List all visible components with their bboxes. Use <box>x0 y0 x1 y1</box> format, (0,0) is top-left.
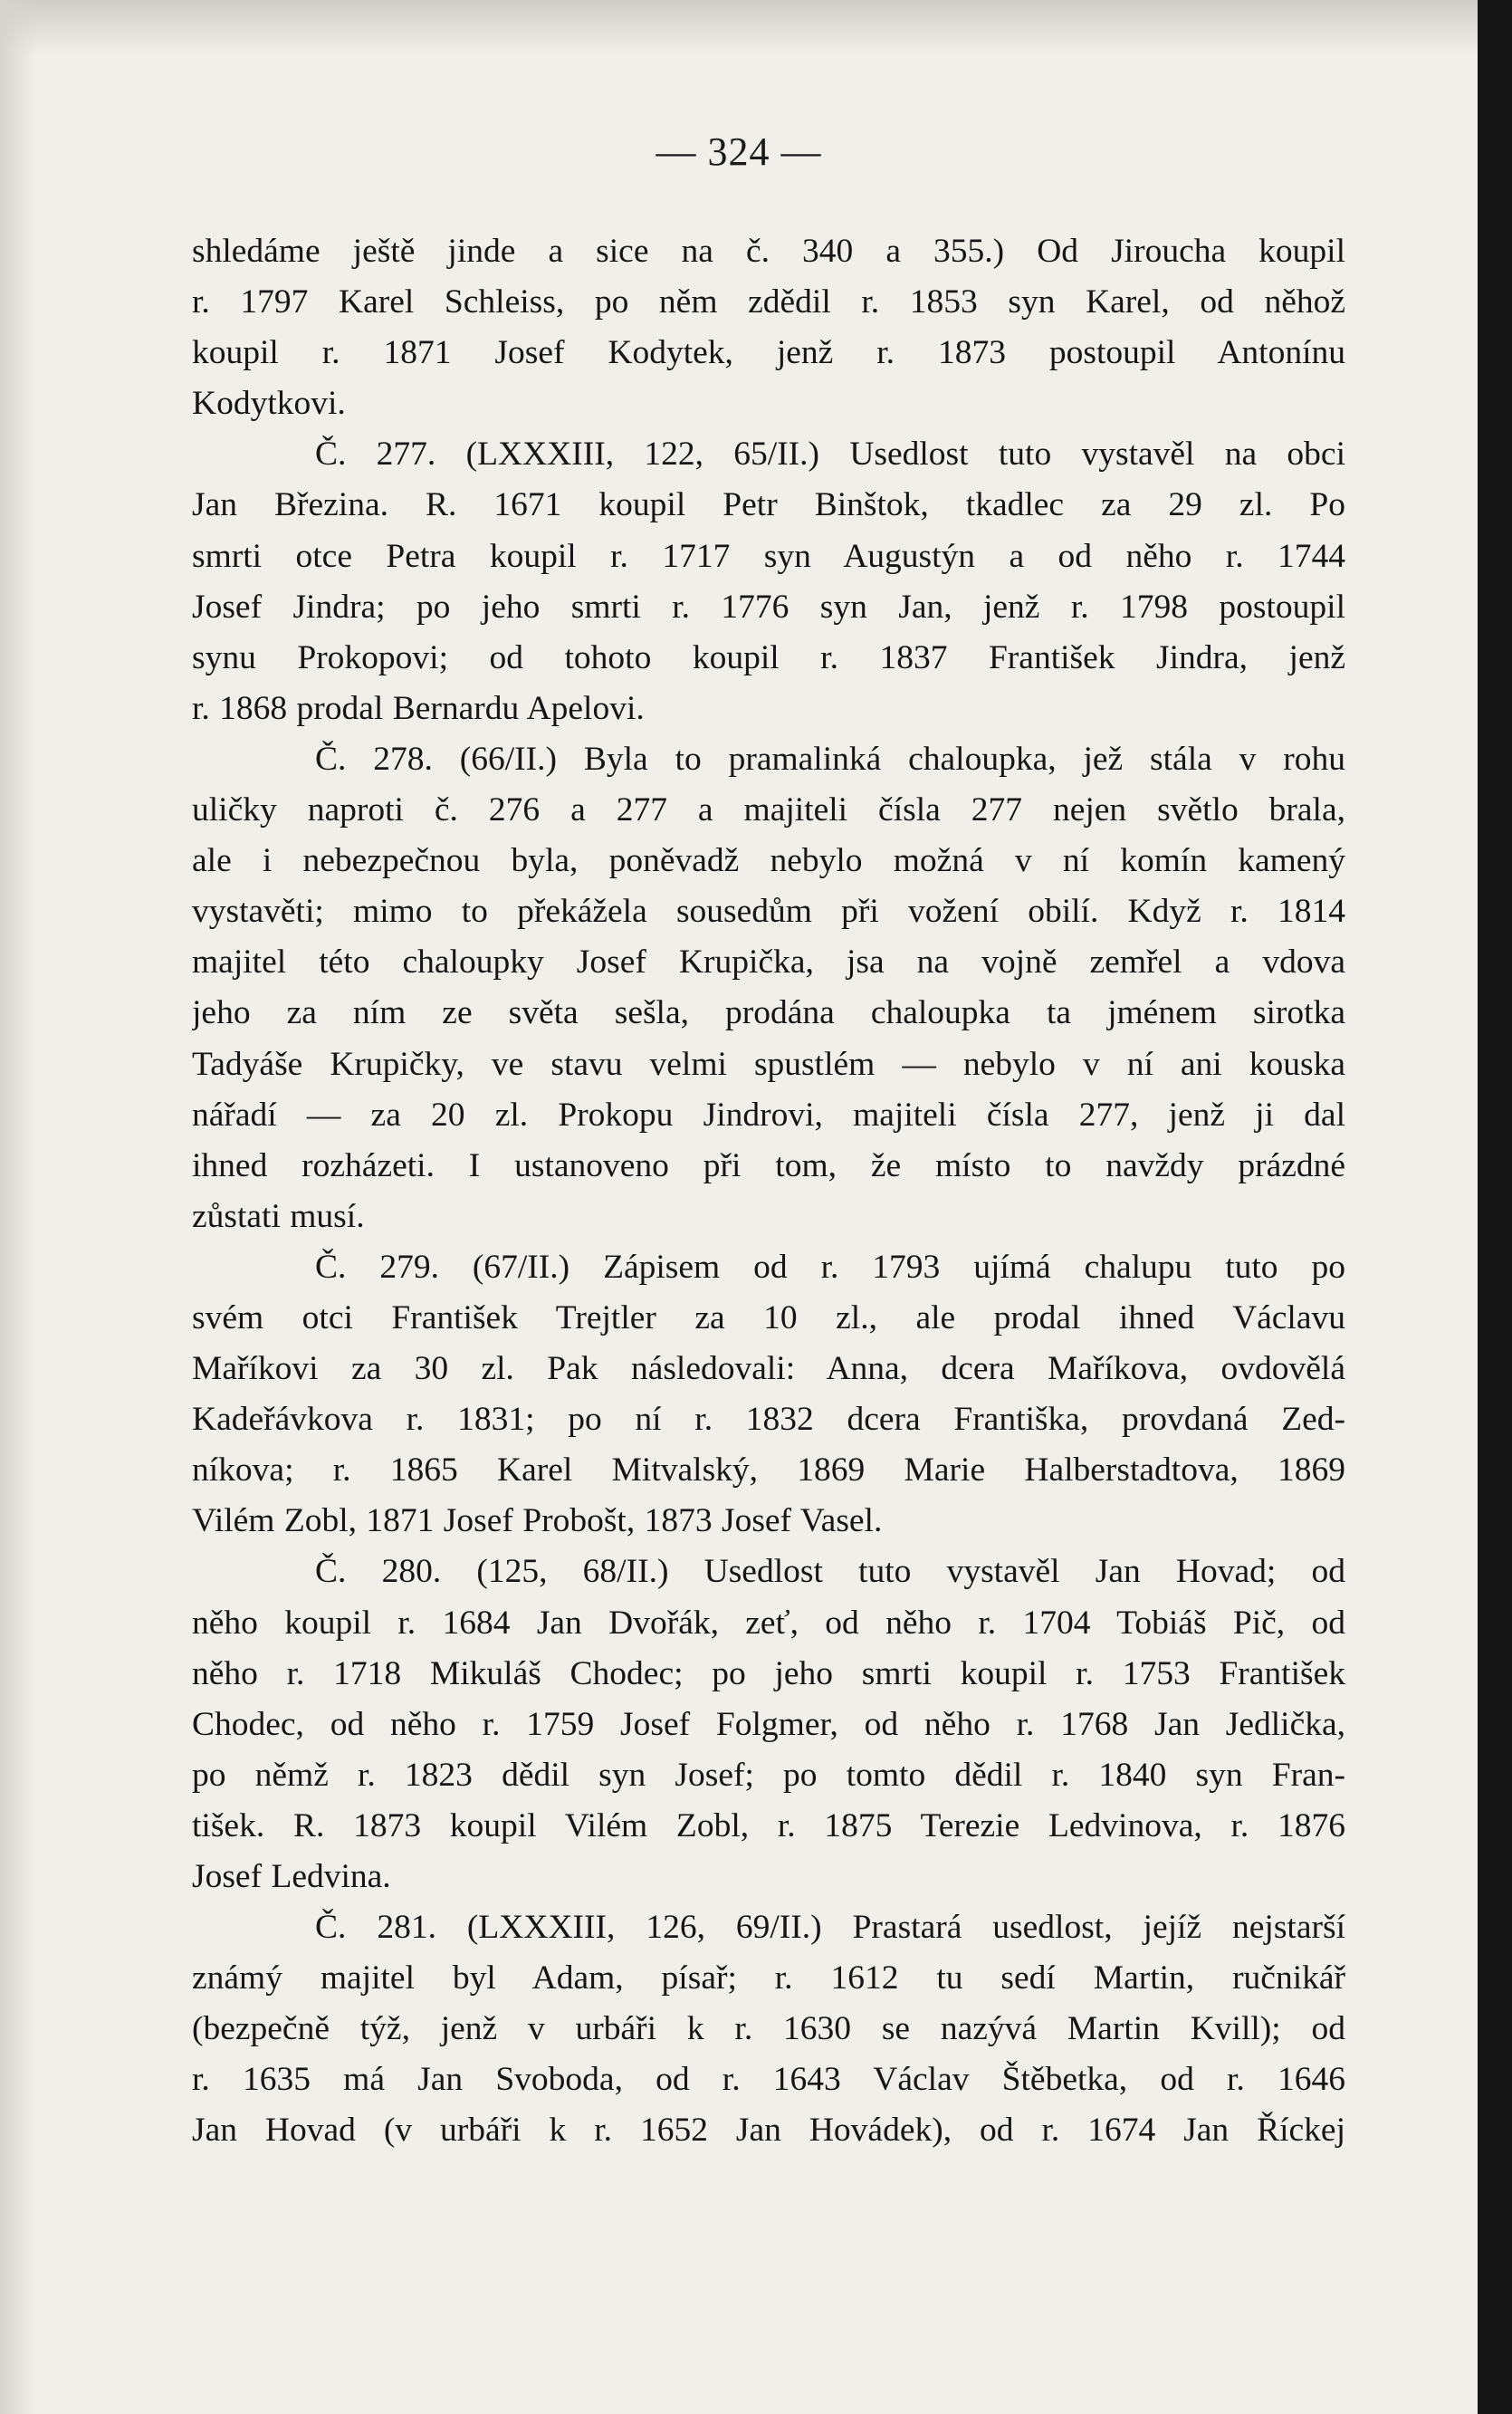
text-line: Č. 278. (66/II.) Byla to pramalinká chaloupka, jež stála v rohu <box>315 740 1345 778</box>
text-line: Č. 280. (125, 68/II.) Usedlost tuto vystavěl Jan Hovad; od <box>315 1553 1345 1591</box>
text-line: známý majitel byl Adam, písař; r. 1612 tu sedí Martin, ručnikář <box>192 1959 1345 1997</box>
text-line: ihned rozházeti. I ustanoveno při tom, že místo to navždy prázdné <box>192 1146 1345 1184</box>
text-line: vystavěti; mimo to překážela sousedům při vožení obilí. Když r. 1814 <box>192 893 1345 931</box>
text-line: (bezpečně týž, jenž v urbáři k r. 1630 se nazývá Martin Kvill); od <box>192 2010 1345 2048</box>
paragraph <box>192 1902 1345 2156</box>
text-line: Vilém Zobl, 1871 Josef Probošt, 1873 Josef Vasel. <box>192 1502 883 1540</box>
text-line: Jan Hovad (v urbáři k r. 1652 Jan Hovádek), od r. 1674 Jan Říckej <box>192 2112 1345 2150</box>
text-line: smrti otce Petra koupil r. 1717 syn Augustýn a od něho r. 1744 <box>192 537 1345 575</box>
text-line: r. 1635 má Jan Svoboda, od r. 1643 Václav Štěbetka, od r. 1646 <box>192 2061 1345 2099</box>
body-text <box>192 226 1345 2157</box>
text-line: koupil r. 1871 Josef Kodytek, jenž r. 1873 postoupil Antonínu <box>192 334 1345 372</box>
page-number: — 324 — <box>656 129 822 174</box>
text-line: Č. 277. (LXXXIII, 122, 65/II.) Usedlost tuto vystavěl na obci <box>315 436 1345 474</box>
paragraph <box>192 226 1345 429</box>
scan-edge <box>1478 0 1512 2414</box>
text-line: zůstati musí. <box>192 1197 365 1235</box>
text-line: něho r. 1718 Mikuláš Chodec; po jeho smrti koupil r. 1753 František <box>192 1654 1345 1692</box>
text-line: uličky naproti č. 276 a 277 a majiteli čísla 277 nejen světlo brala, <box>192 791 1345 829</box>
text-line: Kodytkovi. <box>192 385 346 423</box>
text-line: jeho za ním ze světa sešla, prodána chaloupka ta jménem sirotka <box>192 994 1345 1032</box>
text-line: svém otci František Trejtler za 10 zl., ale prodal ihned Václavu <box>192 1298 1345 1336</box>
text-line: po němž r. 1823 dědil syn Josef; po tomto dědil r. 1840 syn Fran- <box>192 1756 1345 1794</box>
text-line: nářadí — za 20 zl. Prokopu Jindrovi, majiteli čísla 277, jenž ji dal <box>192 1096 1345 1134</box>
text-line: Josef Ledvina. <box>192 1858 391 1895</box>
text-line: r. 1797 Karel Schleiss, po něm zdědil r. 1853 syn Karel, od něhož <box>192 283 1345 321</box>
text-line: Kadeřávkova r. 1831; po ní r. 1832 dcera Františka, provdaná Zed- <box>192 1401 1345 1439</box>
paragraph <box>192 1242 1345 1547</box>
text-line: Jan Březina. R. 1671 koupil Petr Binštok, tkadlec za 29 zl. Po <box>192 486 1345 524</box>
text-line: Č. 279. (67/II.) Zápisem od r. 1793 ujímá chalupu tuto po <box>315 1248 1345 1286</box>
text-line: synu Prokopovi; od tohoto koupil r. 1837 František Jindra, jenž <box>192 638 1345 676</box>
text-line: něho koupil r. 1684 Jan Dvořák, zeť, od něho r. 1704 Tobiáš Pič, od <box>192 1604 1345 1642</box>
text-line: níkova; r. 1865 Karel Mitvalský, 1869 Marie Halberstadtova, 1869 <box>192 1451 1345 1490</box>
text-line: Maříkovi za 30 zl. Pak následovali: Anna, dcera Maříkova, ovdovělá <box>192 1350 1345 1388</box>
text-line: Tadyáše Krupičky, ve stavu velmi spustlém — nebylo v ní ani kouska <box>192 1045 1345 1083</box>
text-line: majitel této chaloupky Josef Krupička, jsa na vojně zemřel a vdova <box>192 944 1345 982</box>
text-line: Chodec, od něho r. 1759 Josef Folgmer, od něho r. 1768 Jan Jedlička, <box>192 1705 1345 1743</box>
text-line: ale i nebezpečnou byla, poněvadž nebylo možná v ní komín kamený <box>192 842 1345 880</box>
text-line: Č. 281. (LXXXIII, 126, 69/II.) Prastará usedlost, jejíž nejstarší <box>315 1909 1345 1947</box>
text-line: r. 1868 prodal Bernardu Apelovi. <box>192 689 645 727</box>
text-line: shledáme ještě jinde a sice na č. 340 a 355.) Od Jiroucha koupil <box>192 233 1345 270</box>
paragraph <box>192 734 1345 1242</box>
paragraph <box>192 1547 1345 1902</box>
text-line: tišek. R. 1873 koupil Vilém Zobl, r. 1875 Terezie Ledvinova, r. 1876 <box>192 1806 1345 1844</box>
text-line: Josef Jindra; po jeho smrti r. 1776 syn Jan, jenž r. 1798 postoupil <box>192 588 1345 626</box>
paragraph <box>192 429 1345 734</box>
